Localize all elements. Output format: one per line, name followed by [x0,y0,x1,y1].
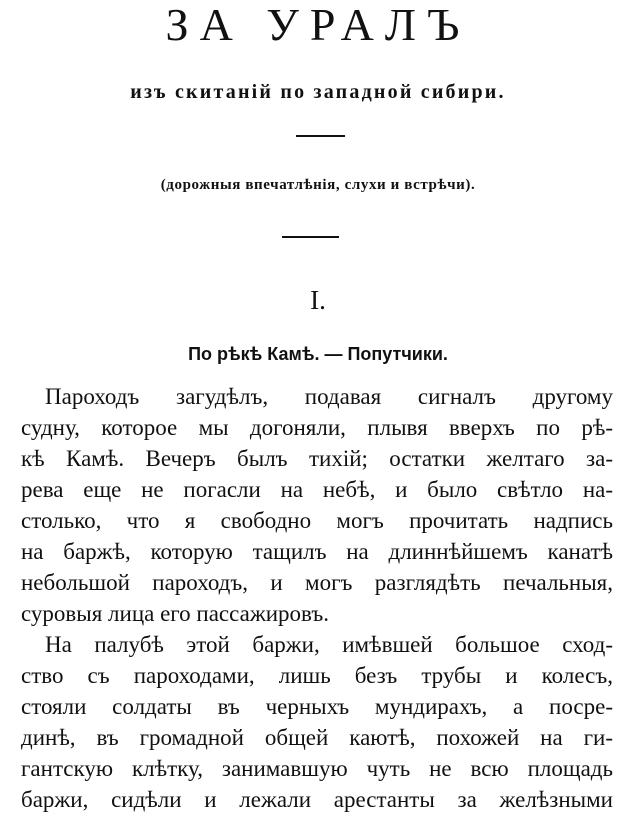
paragraph-line: стояли солдаты въ черныхъ мундирахъ, а посре- [21,694,613,719]
paragraph-line: гантскую клѣтку, занимавшую чуть не всю площадь [21,756,613,781]
paragraph-line: суровыя лица его пассажировъ. [21,601,329,626]
page-title: ЗА УРАЛЪ [165,0,471,50]
paragraph-line: кѣ Камѣ. Вечеръ былъ тихій; остатки желтаго за- [21,446,613,471]
subtitle-note: (дорожныя впечатлѣнія, слухи и встрѣчи). [160,177,476,193]
paragraph-line: Пароходъ загудѣлъ, подавая сигналъ другому [45,384,613,409]
paragraph-line: баржи, сидѣли и лежали арестанты за желѣзными [21,787,613,812]
paragraph-line: динѣ, въ громадной общей каютѣ, похожей на ги- [21,725,613,750]
section-heading: По рѣкѣ Камѣ. — Попутчики. [188,344,448,364]
decorative-rule-bottom [282,236,339,238]
paragraph-line: на баржѣ, которую тащилъ на длиннѣйшемъ канатѣ [21,539,613,564]
paragraph-line: столько, что я свободно могъ прочитать надпись [21,508,613,533]
paragraph-line: небольшой пароходъ, и могъ разглядѣть печальныя, [21,570,613,595]
decorative-rule-top [296,135,345,137]
paragraph-line: ство съ пароходами, лишь безъ трубы и колесъ, [21,663,613,688]
paragraph-line: судну, которое мы догоняли, плывя вверхъ по рѣ- [21,415,613,440]
chapter-number: I. [310,285,326,315]
page-subtitle: изъ скитаній по западной сибири. [130,81,506,103]
paragraph-line: На палубѣ этой баржи, имѣвшей большое сход- [45,632,613,657]
paragraph-line: рева еще не погасли на небѣ, и было свѣтло на- [21,477,613,502]
